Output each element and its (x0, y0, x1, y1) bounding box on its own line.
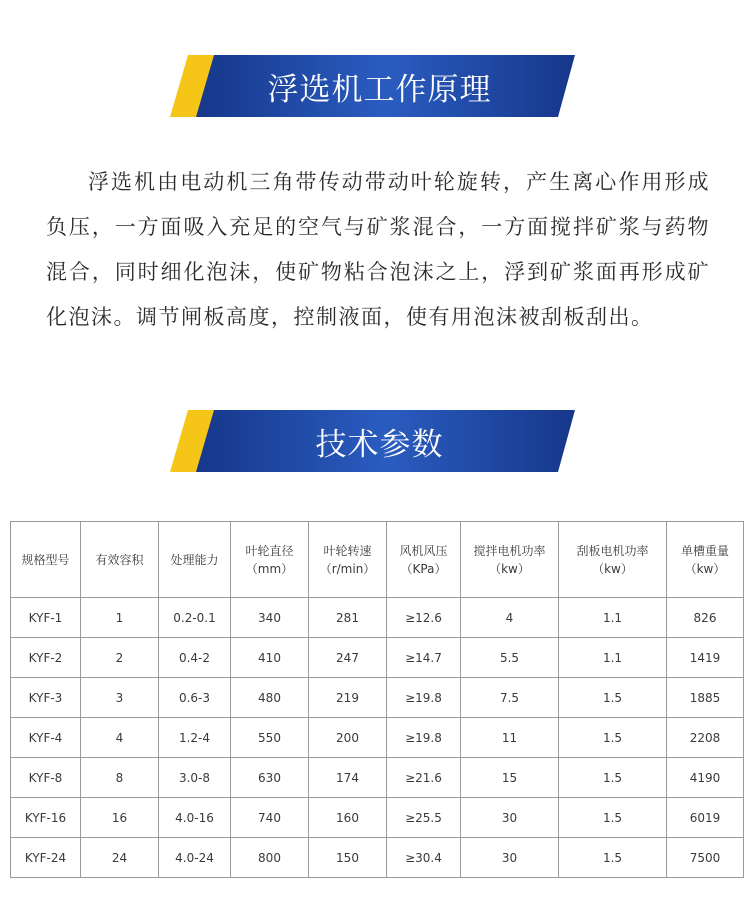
section-title: 技术参数 (315, 426, 444, 463)
header-cell: 叶轮转速 （r/min） (309, 522, 387, 598)
table-cell: 2208 (667, 718, 744, 758)
table-cell: 1.5 (559, 718, 667, 758)
table-cell: 281 (309, 598, 387, 638)
section-title: 浮选机工作原理 (267, 71, 492, 108)
table-row (11, 638, 744, 678)
table-cell: 4.0-16 (159, 798, 231, 838)
table-row (11, 758, 744, 798)
table-cell: 5.5 (461, 638, 559, 678)
table-cell: 219 (309, 678, 387, 718)
table-cell: 150 (309, 838, 387, 878)
table-cell: 1.1 (559, 638, 667, 678)
table-cell: 1885 (667, 678, 744, 718)
table-cell: 0.4-2 (159, 638, 231, 678)
table-cell: 630 (231, 758, 309, 798)
table-cell: ≥12.6 (387, 598, 461, 638)
table-cell: KYF-8 (11, 758, 81, 798)
table-cell: 1.1 (559, 598, 667, 638)
table-row (11, 718, 744, 758)
table-cell: 1.2-4 (159, 718, 231, 758)
table-cell: 410 (231, 638, 309, 678)
table-row (11, 598, 744, 638)
table-cell: 2 (81, 638, 159, 678)
table-cell: 740 (231, 798, 309, 838)
table-row (11, 798, 744, 838)
table-cell: 4190 (667, 758, 744, 798)
spec-table (10, 521, 744, 878)
table-cell: KYF-24 (11, 838, 81, 878)
table-cell: 1 (81, 598, 159, 638)
table-cell: 160 (309, 798, 387, 838)
table-cell: KYF-4 (11, 718, 81, 758)
header-cell: 搅拌电机功率 （kw） (461, 522, 559, 598)
table-cell: 30 (461, 838, 559, 878)
table-cell: KYF-1 (11, 598, 81, 638)
table-cell: 11 (461, 718, 559, 758)
header-cell: 单槽重量 （kw） (667, 522, 744, 598)
header-cell: 叶轮直径 （mm） (231, 522, 309, 598)
table-cell: 15 (461, 758, 559, 798)
table-cell: 7.5 (461, 678, 559, 718)
table-cell: 6019 (667, 798, 744, 838)
table-cell: 0.6-3 (159, 678, 231, 718)
table-row (11, 838, 744, 878)
table-cell: ≥14.7 (387, 638, 461, 678)
table-cell: ≥25.5 (387, 798, 461, 838)
table-cell: 480 (231, 678, 309, 718)
table-cell: 247 (309, 638, 387, 678)
table-cell: 1.5 (559, 758, 667, 798)
table-cell: KYF-3 (11, 678, 81, 718)
header-cell: 有效容积 (81, 522, 159, 598)
table-row (11, 678, 744, 718)
table-cell: KYF-16 (11, 798, 81, 838)
table-cell: 0.2-0.1 (159, 598, 231, 638)
table-cell: 7500 (667, 838, 744, 878)
table-cell: 1419 (667, 638, 744, 678)
table-cell: 1.5 (559, 678, 667, 718)
table-cell: ≥21.6 (387, 758, 461, 798)
section-banner-specs (170, 410, 575, 472)
table-cell: 30 (461, 798, 559, 838)
table-cell: 174 (309, 758, 387, 798)
table-cell: ≥19.8 (387, 678, 461, 718)
section-banner-principle (170, 55, 575, 117)
table-cell: 550 (231, 718, 309, 758)
header-cell: 规格型号 (11, 522, 81, 598)
table-cell: 1.5 (559, 798, 667, 838)
table-cell: ≥30.4 (387, 838, 461, 878)
table-body (11, 598, 744, 878)
table-cell: 4 (81, 718, 159, 758)
table-cell: 8 (81, 758, 159, 798)
header-cell: 处理能力 (159, 522, 231, 598)
table-cell: 4.0-24 (159, 838, 231, 878)
header-cell: 风机风压 （KPa） (387, 522, 461, 598)
table-cell: 200 (309, 718, 387, 758)
table-header-row (11, 522, 744, 598)
table-cell: 4 (461, 598, 559, 638)
table-cell: 1.5 (559, 838, 667, 878)
table-cell: 3.0-8 (159, 758, 231, 798)
header-cell: 刮板电机功率 （kw） (559, 522, 667, 598)
table-cell: KYF-2 (11, 638, 81, 678)
table-cell: ≥19.8 (387, 718, 461, 758)
table-cell: 24 (81, 838, 159, 878)
table-cell: 800 (231, 838, 309, 878)
table-cell: 3 (81, 678, 159, 718)
table-cell: 340 (231, 598, 309, 638)
table-cell: 16 (81, 798, 159, 838)
table-cell: 826 (667, 598, 744, 638)
intro-paragraph: 浮选机由电动机三角带传动带动叶轮旋转，产生离心作用形成负压，一方面吸入充足的空气与矿浆混合，一方面搅拌矿浆与药物混合，同时细化泡沫，使矿物粘合泡沫之上，浮到矿浆面再形成矿化泡沫。调节闸板高度，控制液面，使有用泡沫被刮板刮出。 (46, 170, 710, 329)
